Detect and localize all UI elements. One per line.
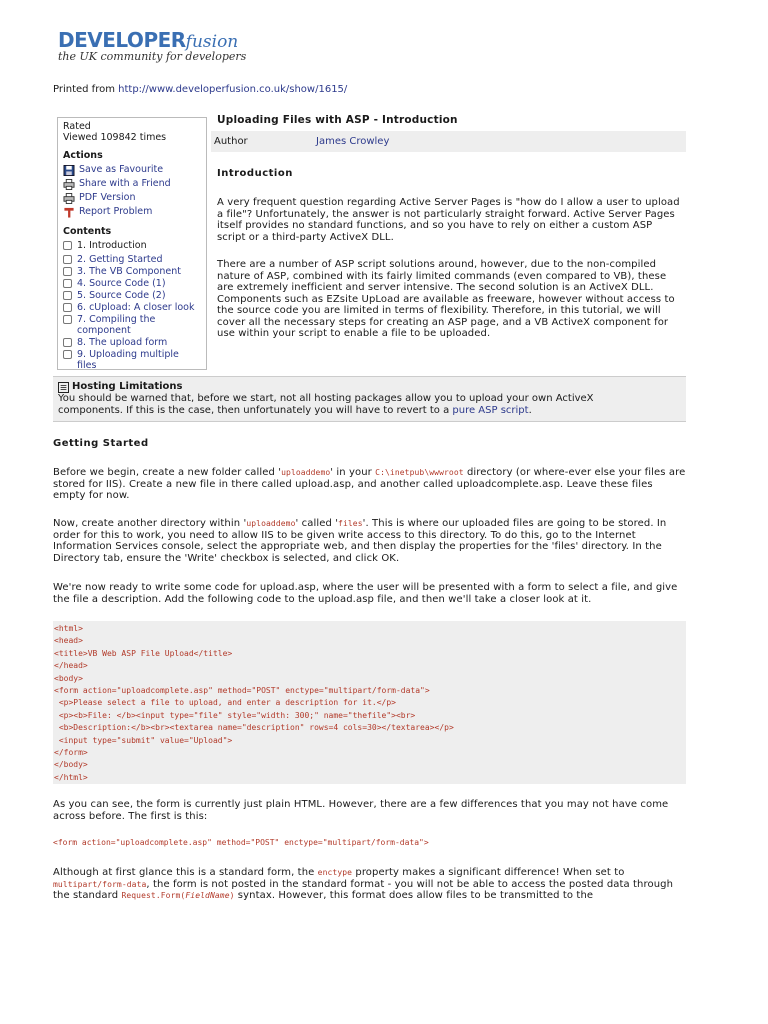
page-icon [63, 303, 72, 312]
author-row [211, 131, 686, 152]
getting-started-paragraph-4: As you can see, the form is currently just plain HTML. However, there are a few differences that you may not have come across before. The first is this: [53, 799, 669, 822]
action-share-friend[interactable] [63, 177, 201, 191]
article-sidebar [57, 117, 207, 370]
inline-code: files [338, 519, 363, 528]
page-icon [63, 350, 72, 359]
text: directory (or where-ever else your files are stored for IIS). Create a new file in there called upload.asp, and another called uploadcomplete.asp. Leave these files empty for now. [53, 467, 686, 501]
hosting-title-row [58, 381, 681, 393]
hosting-title: Hosting Limitations [72, 381, 183, 392]
intro-paragraph-2: There are a number of ASP script solutions around, however, due to the non-compiled nature of ASP, combined with its fairly limited commands (even compared to VB), these are extremely inefficient and server intensive. The second solution is an ActiveX DLL. Components such as EZsite UpLoad are available as freeware, however without access to the source code you are limited in terms of flexibility. Therefore, in this tutorial, we will cover all the necessary steps for creating an ASP page, and a VB ActiveX component for use within your script to enable a file to be uploaded. [217, 259, 675, 339]
toc-item[interactable] [63, 336, 201, 348]
text: Although at first glance this is a standard form, the [53, 867, 318, 878]
text: ' in your [330, 467, 376, 478]
code-block [53, 621, 686, 784]
code-line: </form> [54, 748, 88, 758]
article-title: Uploading Files with ASP - Introduction [217, 114, 458, 126]
toc-item[interactable] [63, 313, 201, 336]
toc-item-link[interactable]: 8. The upload form [77, 336, 168, 348]
toc-item[interactable] [63, 253, 201, 265]
printer-icon [63, 193, 75, 204]
inline-code: enctype [317, 868, 353, 877]
page-icon [63, 267, 72, 276]
printed-from-label: Printed from [53, 84, 115, 95]
code-line: <head> [54, 636, 83, 646]
inline-code-block: <form action="uploadcomplete.asp" method="POST" enctype="multipart/form-data"> [53, 838, 429, 847]
action-report-problem[interactable] [63, 205, 201, 219]
code-line: <title>VB Web ASP File Upload</title> [54, 648, 233, 658]
pure-asp-script-link[interactable]: pure ASP script [452, 405, 529, 416]
code-line: </html> [54, 772, 88, 782]
text: Now, create another directory within ' [53, 518, 247, 529]
toc-item-link[interactable]: 5. Source Code (2) [77, 289, 166, 301]
getting-started-paragraph-3: We're now ready to write some code for upload.asp, where the user will be presented with a form to select a file, and give the file a description. Add the following code to the upload.asp file, and then we'll take a closer look at it. [53, 582, 678, 605]
intro-heading: Introduction [217, 168, 293, 179]
text: property makes a significant difference! When set to [352, 867, 625, 878]
author-label: Author [214, 136, 248, 147]
logo-name-suffix: fusion [185, 32, 239, 52]
page-icon [63, 241, 72, 250]
hosting-limitations-note [53, 376, 686, 422]
page-icon [63, 338, 72, 347]
inline-code: uploaddemo [246, 519, 296, 528]
printed-from-link[interactable]: http://www.developerfusion.co.uk/show/1615/ [118, 84, 348, 95]
author-link[interactable]: James Crowley [316, 136, 390, 147]
inline-code: uploaddemo [281, 468, 331, 477]
inline-code: Request.Form( [121, 891, 186, 900]
text: , the form is not posted in the standard format - you will not be able to access the posted data through the standard [53, 878, 674, 901]
toc-item-link[interactable]: 6. cUpload: A closer look [77, 301, 195, 313]
code-line: </head> [54, 661, 88, 671]
code-line: <form action="uploadcomplete.asp" method="POST" enctype="multipart/form-data"> [54, 686, 430, 696]
rating-label: Rated [63, 121, 91, 132]
report-icon [63, 207, 75, 218]
code-line: <p><b>File: </b><input type="file" style="width: 300;" name="thefile"><br> [54, 710, 416, 720]
toc-item-link[interactable]: 3. The VB Component [77, 265, 181, 277]
inline-code: C:\inetpub\wwwroot [375, 468, 464, 477]
printer-icon [63, 179, 75, 190]
text: '. This is where our uploaded files are going to be stored. In order for this to work, you need to allow IIS to be given write access to this directory. To do this, go to the Internet Information Services console, select the appropriate web, and then display the properties for the 'files' directory. In the Directory tab, ensure the 'Write' checkbox is selected, and click OK. [53, 518, 667, 564]
logo-tagline: the UK community for developers [58, 50, 247, 63]
code-line: <b>Description:</b><br><textarea name="description" rows=4 cols=30></textarea></p> [54, 723, 454, 733]
actions-heading: Actions [63, 150, 103, 161]
intro-paragraph-1: A very frequent question regarding Active Server Pages is "how do I allow a user to upload a file"? Unfortunately, the answer is not particularly straight forward. Active Server Pages itself provides no standard functions, and so you have to rely on either a custom ASP script or a third-party ActiveX DLL. [217, 197, 680, 243]
code-line: <html> [54, 624, 83, 633]
toc-item-link[interactable]: 2. Getting Started [77, 253, 163, 265]
toc-item[interactable] [63, 277, 201, 289]
toc-item[interactable] [63, 239, 201, 253]
contents-heading: Contents [63, 226, 112, 237]
action-label[interactable]: Report Problem [79, 206, 153, 217]
printed-from [53, 84, 347, 95]
action-label[interactable]: Save as Favourite [79, 164, 164, 175]
code-line: <input type="submit" value="Upload"> [54, 735, 233, 745]
hosting-text-row [58, 393, 638, 417]
page-icon [63, 315, 72, 324]
logo-name-main: DEVELOPER [58, 28, 186, 52]
toc-item-link[interactable]: 7. Compiling the component [77, 313, 156, 336]
toc-item[interactable] [63, 301, 201, 313]
hosting-text-end: . [528, 405, 532, 416]
text: ' called ' [295, 518, 339, 529]
action-label[interactable]: PDF Version [79, 192, 136, 203]
save-icon [63, 165, 75, 176]
code-line: <p>Please select a file to upload, and enter a description for it.</p> [54, 698, 396, 708]
toc-item-label: 1. Introduction [77, 240, 147, 251]
getting-started-paragraph-5 [53, 867, 686, 902]
toc-item[interactable] [63, 289, 201, 301]
text: syntax. However, this format does allow files to be transmitted to the [234, 890, 594, 901]
site-logo [58, 28, 246, 63]
code-line: <body> [54, 673, 83, 683]
getting-started-paragraph-1 [53, 467, 686, 502]
inline-code: multipart/form-data [53, 879, 147, 889]
inline-code: FieldName [185, 891, 230, 900]
view-count: Viewed 109842 times [63, 132, 167, 143]
page-icon [63, 255, 72, 264]
toc-item[interactable] [63, 348, 201, 371]
action-save-favourite[interactable] [63, 163, 201, 177]
toc-item[interactable] [63, 265, 201, 277]
page-icon [63, 291, 72, 300]
getting-started-paragraph-2 [53, 518, 686, 564]
inline-code: ) [229, 891, 235, 900]
page-icon [63, 279, 72, 288]
text: Before we begin, create a new folder called ' [53, 467, 282, 478]
action-label[interactable]: Share with a Friend [79, 178, 171, 189]
hosting-text: You should be warned that, before we start, not all hosting packages allow you to upload your own ActiveX components. If this is the case, then unfortunately you will have to revert to a [58, 393, 594, 416]
getting-started-heading: Getting Started [53, 438, 149, 449]
toc-item-link[interactable]: 9. Uploading multiple files [77, 348, 179, 371]
code-line: </body> [54, 760, 88, 770]
toc-item-link[interactable]: 4. Source Code (1) [77, 277, 166, 289]
action-pdf-version[interactable] [63, 191, 201, 205]
note-icon [58, 382, 69, 393]
